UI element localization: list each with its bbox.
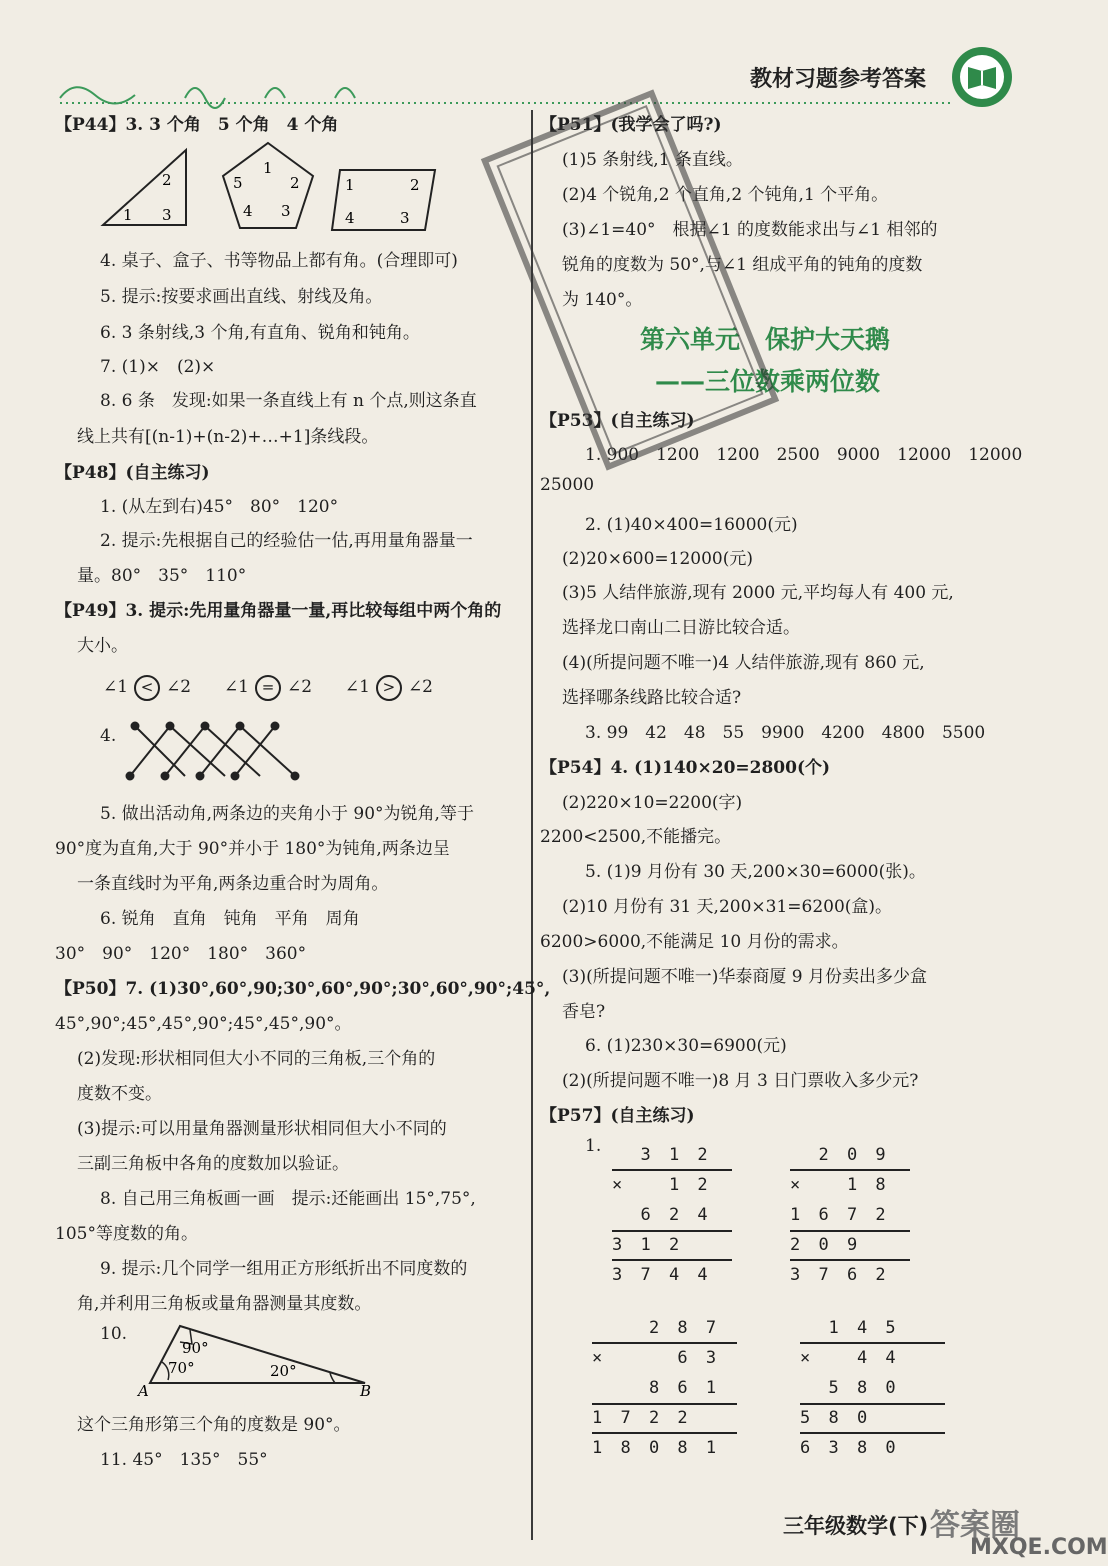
- unit-title-line2: ——三位数乘两位数: [655, 367, 881, 396]
- footer-title: 三年级数学(下): [783, 1514, 929, 1538]
- angle-comparison-row: ∠1 < ∠2 ∠1 = ∠2 ∠1 > ∠2: [103, 675, 433, 701]
- right-line: 6200>6000,不能满足 10 月份的需求。: [540, 932, 849, 952]
- left-line: 角,并利用三角板或量角器测量其度数。: [77, 1294, 372, 1314]
- multiplication-rule: [800, 1342, 945, 1344]
- right-line: (3)5 人结伴旅游,现有 2000 元,平均每人有 400 元,: [562, 583, 954, 603]
- right-line: (2)4 个锐角,2 个直角,2 个钝角,1 个平角。: [562, 185, 889, 205]
- multiplication-rule: [592, 1432, 737, 1434]
- multiplication-rule: [790, 1230, 910, 1232]
- right-line: 1.: [585, 1136, 602, 1156]
- left-line: 【P48】(自主练习): [55, 463, 210, 483]
- multiplication-array: [790, 1145, 930, 1305]
- svg-text:90°: 90°: [182, 1339, 209, 1357]
- left-line: 9. 提示:几个同学一组用正方形纸折出不同度数的: [100, 1259, 468, 1279]
- multiplication-row: × 6 3: [592, 1348, 721, 1368]
- multiplication-row: 3 7 6 2: [790, 1265, 890, 1285]
- left-line: 10.: [100, 1324, 128, 1344]
- right-line: 25000: [540, 475, 595, 495]
- svg-text:2: 2: [162, 171, 172, 189]
- left-line: 30° 90° 120° 180° 360°: [55, 944, 307, 964]
- multiplication-rule: [592, 1342, 737, 1344]
- shape-pentagon: [218, 138, 318, 233]
- multiplication-row: × 1 2: [612, 1175, 712, 1195]
- left-line: 7. (1)× (2)×: [100, 357, 216, 377]
- multiplication-array: [612, 1145, 752, 1305]
- left-line: 5. 做出活动角,两条边的夹角小于 90°为锐角,等于: [100, 804, 474, 824]
- multiplication-rule: [612, 1230, 732, 1232]
- right-line: (2)220×10=2200(字): [562, 793, 743, 813]
- svg-text:20°: 20°: [270, 1362, 297, 1380]
- multiplication-row: 6 2 4: [612, 1205, 712, 1225]
- multiplication-row: 2 0 9: [790, 1235, 862, 1255]
- seal-stamp: [470, 95, 790, 465]
- multiplication-row: × 4 4: [800, 1348, 900, 1368]
- multiplication-rule: [800, 1432, 945, 1434]
- multiplication-rule: [612, 1259, 732, 1261]
- right-line: 锐角的度数为 50°,与∠1 组成平角的钝角的度数: [562, 255, 923, 275]
- multiplication-row: 1 8 0 8 1: [592, 1438, 721, 1458]
- left-line: 度数不变。: [77, 1084, 162, 1104]
- left-line: 量。80° 35° 110°: [77, 566, 247, 586]
- left-line: 三副三角板中各角的度数加以验证。: [77, 1154, 349, 1174]
- right-line: 选择龙口南山二日游比较合适。: [562, 618, 800, 638]
- header-title: 教材习题参考答案: [750, 67, 927, 92]
- left-line: 【P50】7. (1)30°,60°,90;30°,60°,90°;30°,60°,90°;45°,: [55, 979, 551, 999]
- left-line: 2. 提示:先根据自己的经验估一估,再用量角器量一: [100, 531, 473, 551]
- left-line: 8. 6 条 发现:如果一条直线上有 n 个点,则这条直: [100, 391, 477, 411]
- left-line: 大小。: [77, 636, 128, 656]
- svg-text:4: 4: [345, 209, 355, 227]
- multiplication-row: 3 1 2: [612, 1145, 712, 1165]
- multiplication-row: 6 3 8 0: [800, 1438, 900, 1458]
- watermark-url: MXQE.COM: [970, 1535, 1108, 1560]
- right-line: 【P53】(自主练习): [540, 411, 695, 431]
- svg-text:B: B: [360, 1382, 372, 1400]
- svg-text:3: 3: [162, 206, 172, 224]
- left-line: 11. 45° 135° 55°: [100, 1450, 268, 1470]
- right-line: 6. (1)230×30=6900(元): [585, 1036, 787, 1056]
- right-line: (3)(所提问题不唯一)华泰商厦 9 月份卖出多少盒: [562, 967, 927, 987]
- multiplication-rule: [612, 1169, 732, 1171]
- right-line: 5. (1)9 月份有 30 天,200×30=6000(张)。: [585, 862, 926, 882]
- svg-text:1: 1: [345, 176, 355, 194]
- left-line: 1. (从左到右)45° 80° 120°: [100, 497, 339, 517]
- shape-parallelogram: [330, 165, 440, 235]
- left-line: 一条直线时为平角,两条边重合时为周角。: [77, 874, 389, 894]
- right-line: (1)5 条射线,1 条直线。: [562, 150, 743, 170]
- multiplication-row: 3 1 2: [612, 1235, 684, 1255]
- right-line: (2)10 月份有 31 天,200×31=6200(盒)。: [562, 897, 893, 917]
- multiplication-row: 5 8 0: [800, 1408, 872, 1428]
- multiplication-row: 5 8 0: [800, 1378, 900, 1398]
- left-line: (3)提示:可以用量角器测量形状相同但大小不同的: [77, 1119, 447, 1139]
- multiplication-rule: [790, 1259, 910, 1261]
- left-line: 5. 提示:按要求画出直线、射线及角。: [100, 287, 383, 307]
- svg-text:2: 2: [290, 174, 300, 192]
- left-line: 90°度为直角,大于 90°并小于 180°为钝角,两条边呈: [55, 839, 450, 859]
- right-line: (4)(所提问题不唯一)4 人结伴旅游,现有 860 元,: [562, 653, 925, 673]
- svg-text:70°: 70°: [168, 1359, 195, 1377]
- left-line: 105°等度数的角。: [55, 1224, 198, 1244]
- right-line: 1. 900 1200 1200 2500 9000 12000 12000: [585, 445, 1023, 465]
- multiplication-row: 1 4 5: [800, 1318, 900, 1338]
- right-line: 2200<2500,不能播完。: [540, 827, 732, 847]
- shape-triangle: [98, 145, 193, 230]
- right-line: (2)(所提问题不唯一)8 月 3 日门票收入多少元?: [562, 1071, 919, 1091]
- multiplication-rule: [790, 1169, 910, 1171]
- left-line: 这个三角形第三个角的度数是 90°。: [77, 1415, 351, 1435]
- header-swirls: [55, 70, 375, 105]
- multiplication-array: [592, 1318, 732, 1478]
- right-line: 【P57】(自主练习): [540, 1106, 695, 1126]
- left-line: 4. 桌子、盒子、书等物品上都有角。(合理即可): [100, 251, 458, 271]
- left-line: 线上共有[(n-1)+(n-2)+…+1]条线段。: [77, 427, 379, 447]
- svg-text:1: 1: [123, 206, 133, 224]
- svg-text:1: 1: [263, 159, 273, 177]
- right-line: 选择哪条线路比较合适?: [562, 688, 742, 708]
- multiplication-row: × 1 8: [790, 1175, 890, 1195]
- right-line: (2)20×600=12000(元): [562, 549, 753, 569]
- unit-title-line1: 第六单元 保护大天鹅: [640, 325, 891, 354]
- right-line: 为 140°。: [562, 290, 643, 310]
- multiplication-row: 3 7 4 4: [612, 1265, 712, 1285]
- triangle-abc: [130, 1318, 380, 1403]
- multiplication-row: 8 6 1: [592, 1378, 721, 1398]
- left-line: 【P44】3. 3 个角 5 个角 4 个角: [55, 115, 339, 135]
- multiplication-row: 1 7 2 2: [592, 1408, 692, 1428]
- left-line: 6. 3 条射线,3 个角,有直角、锐角和钝角。: [100, 323, 420, 343]
- left-line: 45°,90°;45°,45°,90°;45°,45°,90°。: [55, 1014, 352, 1034]
- right-line: 3. 99 42 48 55 9900 4200 4800 5500: [585, 723, 986, 743]
- multiplication-row: 1 6 7 2: [790, 1205, 890, 1225]
- svg-text:5: 5: [233, 174, 243, 192]
- svg-text:A: A: [138, 1382, 149, 1400]
- right-line: 香皂?: [562, 1002, 606, 1022]
- book-logo-icon: [950, 45, 1014, 109]
- right-line: (3)∠1=40° 根据∠1 的度数能求出与∠1 相邻的: [562, 220, 938, 240]
- left-line: (2)发现:形状相同但大小不同的三角板,三个角的: [77, 1049, 436, 1069]
- left-line: 8. 自己用三角板画一画 提示:还能画出 15°,75°,: [100, 1189, 476, 1209]
- svg-text:3: 3: [400, 209, 410, 227]
- left-line: 6. 锐角 直角 钝角 平角 周角: [100, 909, 360, 929]
- left-line: 4.: [100, 726, 117, 746]
- multiplication-row: 2 8 7: [592, 1318, 721, 1338]
- right-line: 【P51】(我学会了吗?): [540, 115, 722, 135]
- multiplication-rule: [800, 1403, 945, 1405]
- multiplication-row: 2 0 9: [790, 1145, 890, 1165]
- svg-text:3: 3: [281, 202, 291, 220]
- left-line: 【P49】3. 提示:先用量角器量一量,再比较每组中两个角的: [55, 601, 502, 621]
- segments-diagram: [125, 718, 325, 788]
- svg-text:2: 2: [410, 176, 420, 194]
- multiplication-rule: [592, 1403, 737, 1405]
- watermark: 答案圈: [930, 1508, 1020, 1543]
- right-line: 【P54】4. (1)140×20=2800(个): [540, 758, 831, 778]
- multiplication-array: [800, 1318, 940, 1478]
- right-line: 2. (1)40×400=16000(元): [585, 515, 798, 535]
- svg-text:4: 4: [243, 202, 253, 220]
